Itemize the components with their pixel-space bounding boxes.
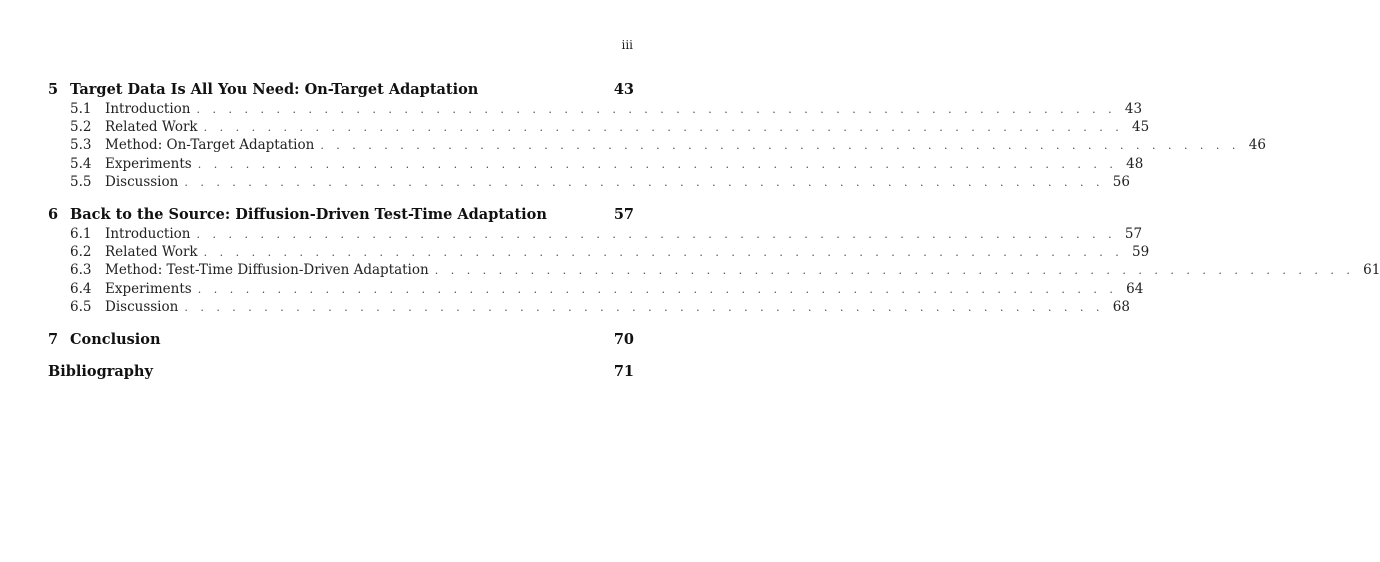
section-number: 5.5 — [70, 173, 92, 190]
toc-section-6-3[interactable] — [48, 262, 1380, 280]
section-number: 5.2 — [70, 119, 92, 136]
dot-leader: . . . . . . . . . . . . . . . . . . . . . . . . . . . . . . . . . . . . . . . . . . . . . . . . . . . . . . . . . . — [434, 264, 1355, 278]
section-title: Related Work — [105, 119, 198, 136]
page-number: iii — [621, 38, 633, 52]
dot-leader: . . . . . . . . . . . . . . . . . . . . . . . . . . . . . . . . . . . . . . . . . . . . . . . . . . . . . . . . . . — [320, 139, 1240, 153]
toc-section-6-2[interactable] — [48, 244, 1150, 262]
toc-chapter-6[interactable] — [48, 206, 634, 226]
toc-section-5-3[interactable] — [48, 137, 1266, 155]
spacer — [48, 192, 634, 206]
chapter-title: Target Data Is All You Need: On-Target Adaptation — [70, 81, 479, 98]
section-title: Introduction — [105, 225, 191, 242]
toc-section-5-2[interactable] — [48, 119, 1150, 137]
section-page: 46 — [1248, 137, 1266, 154]
section-page: 45 — [1132, 119, 1150, 136]
chapter-title: Conclusion — [70, 330, 161, 348]
section-number: 5.4 — [70, 155, 92, 172]
section-number: 6.4 — [70, 280, 92, 297]
section-page: 64 — [1126, 280, 1144, 297]
chapter-page: 57 — [613, 205, 634, 223]
spacer — [48, 317, 634, 331]
section-page: 68 — [1112, 298, 1130, 315]
chapter-page: 43 — [613, 81, 634, 98]
section-title: Discussion — [105, 298, 179, 315]
chapter-page: 70 — [613, 330, 634, 348]
dot-leader: . . . . . . . . . . . . . . . . . . . . . . . . . . . . . . . . . . . . . . . . . . . . . . . . . . . . . . . . . . — [203, 246, 1124, 260]
spacer — [48, 351, 634, 363]
section-page: 48 — [1126, 155, 1144, 172]
section-title: Experiments — [105, 280, 192, 297]
section-page: 59 — [1132, 244, 1150, 261]
dot-leader: . . . . . . . . . . . . . . . . . . . . . . . . . . . . . . . . . . . . . . . . . . . . . . . . . . . . . . . . . . — [196, 227, 1117, 241]
table-of-contents — [48, 81, 1380, 383]
section-title: Experiments — [105, 155, 192, 172]
section-page: 56 — [1112, 173, 1130, 190]
section-title: Method: On-Target Adaptation — [105, 137, 315, 154]
section-title: Method: Test-Time Diffusion-Driven Adaptation — [105, 262, 429, 279]
dot-leader: . . . . . . . . . . . . . . . . . . . . . . . . . . . . . . . . . . . . . . . . . . . . . . . . . . . . . . . . . . — [197, 157, 1118, 171]
section-number: 6.2 — [70, 244, 92, 261]
section-page: 57 — [1124, 225, 1143, 242]
toc-chapter-7[interactable] — [48, 331, 634, 351]
chapter-title: Back to the Source: Diffusion-Driven Test-Time Adaptation — [70, 205, 547, 223]
dot-leader: . . . . . . . . . . . . . . . . . . . . . . . . . . . . . . . . . . . . . . . . . . . . . . . . . . . . . . . . . . — [184, 175, 1104, 189]
section-title: Discussion — [105, 173, 179, 190]
toc-section-6-4[interactable] — [48, 280, 1144, 299]
toc-section-6-1[interactable] — [48, 225, 1143, 244]
section-title: Related Work — [105, 244, 198, 261]
section-page: 43 — [1124, 101, 1143, 117]
toc-section-5-4[interactable] — [48, 155, 1144, 174]
section-title: Introduction — [105, 101, 191, 117]
section-number: 6.5 — [70, 298, 92, 315]
section-number: 5.3 — [70, 137, 92, 154]
toc-section-6-5[interactable] — [48, 298, 1130, 317]
dot-leader: . . . . . . . . . . . . . . . . . . . . . . . . . . . . . . . . . . . . . . . . . . . . . . . . . . . . . . . . . . — [184, 300, 1104, 314]
toc-bibliography[interactable] — [48, 363, 634, 383]
section-number: 6.3 — [70, 262, 92, 279]
chapter-number: 7 — [48, 330, 59, 348]
section-number: 5.1 — [70, 101, 92, 117]
section-page: 61 — [1363, 262, 1380, 279]
toc-chapter-5[interactable] — [48, 81, 634, 101]
toc-section-5-5[interactable] — [48, 173, 1130, 192]
bibliography-page: 71 — [613, 362, 634, 380]
chapter-number: 6 — [48, 205, 59, 223]
bibliography-title: Bibliography — [48, 362, 153, 380]
dot-leader: . . . . . . . . . . . . . . . . . . . . . . . . . . . . . . . . . . . . . . . . . . . . . . . . . . . . . . . . . . — [196, 103, 1117, 116]
toc-section-5-1[interactable] — [48, 101, 1143, 119]
chapter-number: 5 — [48, 81, 59, 98]
dot-leader: . . . . . . . . . . . . . . . . . . . . . . . . . . . . . . . . . . . . . . . . . . . . . . . . . . . . . . . . . . — [203, 121, 1124, 135]
section-number: 6.1 — [70, 225, 92, 242]
dot-leader: . . . . . . . . . . . . . . . . . . . . . . . . . . . . . . . . . . . . . . . . . . . . . . . . . . . . . . . . . . — [197, 282, 1118, 296]
